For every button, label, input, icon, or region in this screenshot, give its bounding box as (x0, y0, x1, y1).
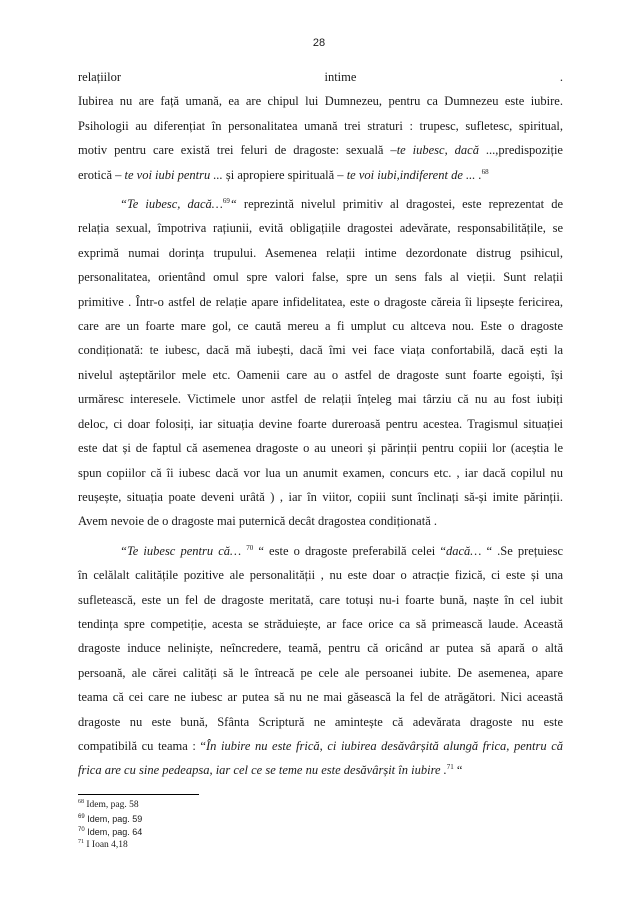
text-line: motiv pentru care există trei feluri de dragoste: sexuală –te iubesc, dacă ...,predispoziție (78, 143, 563, 158)
footnote-68: $^{68}$ Idem, pag. 58 (78, 798, 139, 810)
main-text (78, 65, 563, 783)
text-line: tendința spre competiție, acesta se străduiește, ar face orice ca să primească laude. Această (78, 616, 563, 631)
text-line: Iubirea nu are față umană, ea are chipul lui Dumnezeu, pentru ca Dumnezeu este iubire. (78, 94, 563, 109)
footnote-71: $^{71}$ I Ioan 4,18 (78, 838, 128, 850)
text-line: personalitatea, orientând omul spre valori false, spre un sens fals al vieții. Sunt relații (78, 270, 563, 285)
text-line: sufletească, este un fel de dragoste meritată, care totuși nu-i foarte bună, naște în cel iubit (78, 592, 563, 607)
text-line: Avem nevoie de o dragoste mai puternică decât dragostea condiționată . (78, 514, 438, 529)
text-line: exprimă numai dorința trupului. Asemenea relații intime dezordonate distrug psihicul, (78, 245, 563, 260)
text-line: compatibilă cu teama : “În iubire nu este frică, ci iubirea desăvârșită alungă frica, pentru că (78, 738, 563, 753)
text-line: “Te iubesc pentru că… $^{70}$ “ este o dragoste preferabilă celei “dacă… “ .Se prețuiesc (120, 543, 563, 558)
text-line: dragoste induce neliniște, neîncredere, teamă, pentru că oricând ar putea să apară o altă (78, 641, 563, 656)
text-line: în celălalt calitățile pozitive ale personalității , nu este doar o atracție fizică, ci este și una (78, 568, 563, 583)
text-line: dragoste nu este bună, Sfânta Scriptură ne amintește că adevărata dragoste nu este (78, 714, 563, 729)
paragraph-1 (78, 89, 563, 187)
paragraph-3 (78, 539, 563, 783)
text-line: reușește, situația poate deveni urâtă ) , iar în viitor, copiii sunt înclinați să-și imite părinții. (78, 489, 563, 504)
heading-line (78, 65, 563, 89)
heading-dot: . (559, 70, 563, 84)
page-number: 28 (312, 37, 326, 49)
text-line: relația sexual, împotriva rațiunii, evită obligațiile dragostei adevărate, responsabilitățile, se (78, 221, 563, 236)
footnote-divider (78, 794, 199, 795)
text-line: spun copiilor că îi iubesc dacă vor lua un anumit examen, concurs etc. , iar dacă copilul nu (78, 465, 563, 480)
text-line: deloc, ci doar folosiți, iar situația devine foarte dureroasă pentru acestea. Tragismul situației (78, 416, 563, 431)
footnote-70: $^{70}$ Idem, pag. 64 (78, 827, 143, 837)
text-line: urmăresc interesele. Victimele unor astfel de relații înțeleg mai târziu că nu au fost iubiți (78, 392, 563, 407)
text-line: teama că cei care ne iubesc ar putea să nu ne mai găsească la fel de atrăgători. Nici această (78, 690, 563, 705)
text-line: persoană, ale cărei calități să le întreacă pe cele ale persoanei iubite. De asemenea, apare (78, 665, 563, 680)
text-line: primitive . Într-o astfel de relație apare infidelitatea, este o dragoste căreia îi lipsește fericirea, (78, 294, 563, 309)
footnote-ref: 68 (481, 167, 489, 176)
text-line: Psihologii au diferențiat în personalitatea umană trei straturi : trupesc, sufletesc, spiritual, (78, 118, 563, 133)
text-line: nivelul așteptărilor mele etc. Oamenii care au o astfel de dragoste sunt foarte egoiști, își (78, 367, 563, 382)
heading-word-2: intime (324, 70, 357, 84)
text-line: este dat și de faptul că asemenea dragoste o au uneori și părinții pentru copiii lor (aceștia le (78, 441, 563, 456)
heading-word-1: relațiilor (78, 70, 122, 84)
text-line: frica are cu sine pedeapsa, iar cel ce se teme nu este desăvârșit în iubire .$^{71}$ “ (78, 763, 463, 778)
text-line: erotică – te voi iubi pentru ... și apropiere spirituală – te voi iubi,indiferent de ... .$^{68}$ (78, 167, 489, 182)
footnote-ref: 70 (246, 543, 254, 552)
text-line: “Te iubesc, dacă…$^{69}$“ reprezintă nivelul primitiv al dragostei, este reprezentat de (120, 196, 563, 212)
footnote-69: $^{69}$ Idem, pag. 59 (78, 814, 143, 824)
text-line: care are un foarte mare gol, ce caută mereu a fi umplut cu altceva nou. Este o dragoste (78, 319, 563, 334)
footnote-ref: 71 (446, 763, 454, 772)
text-line: condiționată: te iubesc, dacă mă iubești, dacă îmi vei face viața confortabilă, dacă ești la (78, 343, 563, 358)
paragraph-2 (78, 192, 563, 534)
footnote-ref: 69 (222, 196, 230, 205)
